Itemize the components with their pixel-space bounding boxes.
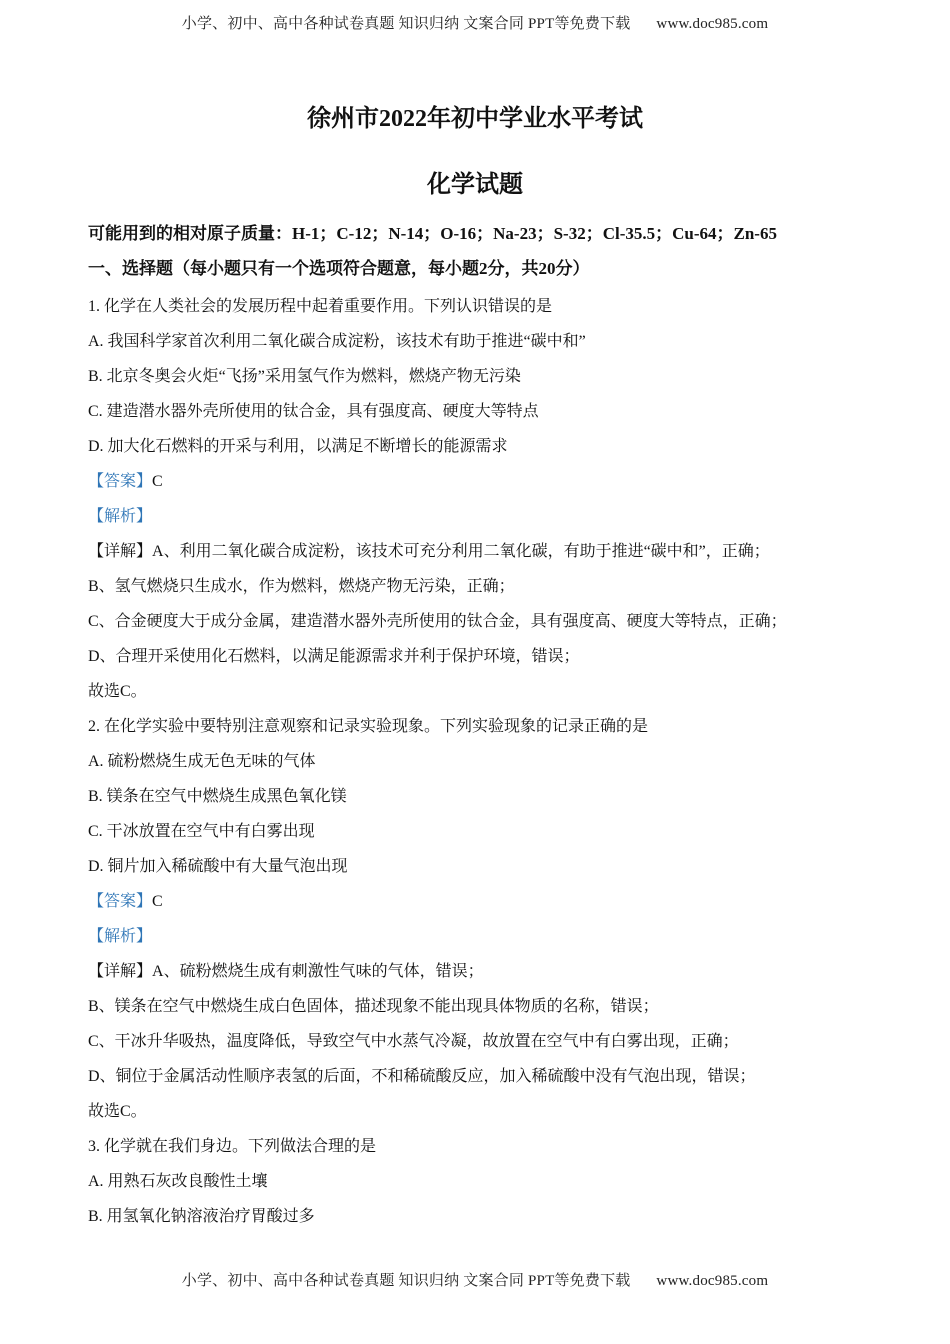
question-1-option-d: D. 加大化石燃料的开采与利用，以满足不断增长的能源需求 — [88, 438, 508, 455]
question-1-analysis-label: 【解析】 — [88, 508, 153, 525]
question-1-option-c: C. 建造潜水器外壳所使用的钛合金，具有强度高、硬度大等特点 — [88, 403, 539, 420]
answer-label: 【答案】 — [88, 473, 153, 490]
question-2-option-a: A. 硫粉燃烧生成无色无味的气体 — [88, 753, 316, 770]
question-3-option-a: A. 用熟石灰改良酸性土壤 — [88, 1173, 268, 1190]
question-3-option-b: B. 用氢氧化钠溶液治疗胃酸过多 — [88, 1208, 315, 1225]
question-1-detail-a — [88, 538, 770, 561]
question-2-option-d: D. 铜片加入稀硫酸中有大量气泡出现 — [88, 858, 348, 875]
question-3-stem: 3. 化学就在我们身边。下列做法合理的是 — [88, 1138, 377, 1155]
question-2-analysis-label: 【解析】 — [88, 928, 153, 945]
footer-text: 小学、初中、高中各种试卷真题 知识归纳 文案合同 PPT等免费下载 — [181, 1273, 631, 1289]
question-2-detail-d: D、铜位于金属活动性顺序表氢的后面，不和稀硫酸反应，加入稀硫酸中没有气泡出现，错误； — [88, 1068, 756, 1085]
question-2-detail-b: B、镁条在空气中燃烧生成白色固体，描述现象不能出现具体物质的名称，错误； — [88, 998, 659, 1015]
header-url: www.doc985.com — [656, 16, 769, 32]
question-2-option-c: C. 干冰放置在空气中有白雾出现 — [88, 823, 315, 840]
page-header — [0, 12, 950, 33]
question-1-option-b: B. 北京冬奥会火炬“飞扬”采用氢气作为燃料，燃烧产物无污染 — [88, 368, 521, 385]
page-subtitle: 化学试题 — [427, 172, 523, 198]
page-footer — [0, 1269, 950, 1290]
question-2-answer — [88, 888, 163, 911]
question-1-option-a: A. 我国科学家首次利用二氧化碳合成淀粉，该技术有助于推进“碳中和” — [88, 333, 586, 350]
detail-text: A、硫粉燃烧生成有刺激性气味的气体，错误； — [152, 963, 484, 980]
page-title: 徐州市2022年初中学业水平考试 — [307, 106, 643, 132]
question-1-detail-d: D、合理开采使用化石燃料，以满足能源需求并利于保护环境，错误； — [88, 648, 580, 665]
question-1-detail-c: C、合金硬度大于成分金属，建造潜水器外壳所使用的钛合金，具有强度高、硬度大等特点，正确； — [88, 613, 787, 630]
question-2-stem: 2. 在化学实验中要特别注意观察和记录实验现象。下列实验现象的记录正确的是 — [88, 718, 649, 735]
answer-label: 【答案】 — [88, 893, 153, 910]
question-2-conclusion: 故选C。 — [88, 1103, 147, 1120]
detail-label: 【详解】 — [88, 963, 153, 980]
question-2-option-b: B. 镁条在空气中燃烧生成黑色氧化镁 — [88, 788, 347, 805]
header-text: 小学、初中、高中各种试卷真题 知识归纳 文案合同 PPT等免费下载 — [181, 16, 631, 32]
question-1-conclusion: 故选C。 — [88, 683, 147, 700]
answer-value: C — [152, 893, 163, 910]
footer-url: www.doc985.com — [656, 1273, 769, 1289]
detail-label: 【详解】 — [88, 543, 153, 560]
answer-value: C — [152, 473, 163, 490]
question-2-detail-c: C、干冰升华吸热，温度降低，导致空气中水蒸气冷凝，故放置在空气中有白雾出现，正确； — [88, 1033, 739, 1050]
question-1-detail-b: B、氢气燃烧只生成水，作为燃料，燃烧产物无污染，正确； — [88, 578, 515, 595]
section-heading: 一、选择题（每小题只有一个选项符合题意，每小题2分，共20分） — [88, 259, 590, 278]
question-2-detail-a — [88, 958, 484, 981]
detail-text: A、利用二氧化碳合成淀粉，该技术可充分利用二氧化碳，有助于推进“碳中和”，正确； — [152, 543, 770, 560]
question-1-answer — [88, 468, 163, 491]
atomic-masses: 可能用到的相对原子质量：H-1；C-12；N-14；O-16；Na-23；S-32；Cl-35.5；Cu-64；Zn-65 — [88, 224, 777, 243]
question-1-stem: 1. 化学在人类社会的发展历程中起着重要作用。下列认识错误的是 — [88, 298, 553, 315]
